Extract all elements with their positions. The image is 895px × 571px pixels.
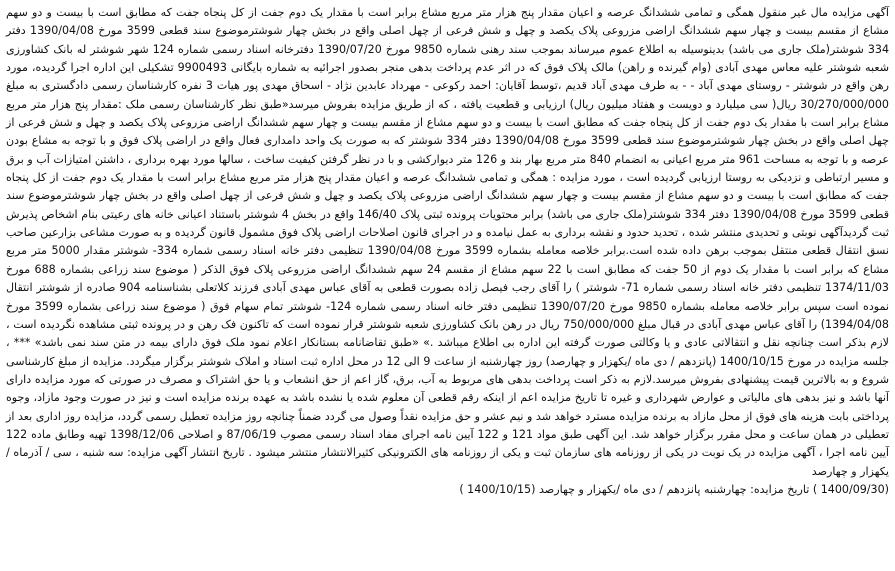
- notice-footer-line: (1400/09/30 ) تاریخ مزایده: چهارشنبه پانزدهم / دی ماه /یکهزار و چهارصد (1400/10/15 ): [459, 482, 889, 496]
- notice-body: آگهی مزایده مال غیر منقول همگی و تمامی ششدانگ عرصه و اعیان مقدار پنج هزار متر مربع مشاع برابر است با مقدار یک دوم جفت از کل پنجاه جفت که مطابق است با بیست و دو سهم مشاع از مقسم بیست و چهار سهم ششدانگ اراضی مزروعی پلاک یکصد و چهل و شش فرعی از چهل اصلی واقع در بخش چهار شوشترموضوع سند قطعی 3599 مورخ 1390/04/08 دفتر 334 شوشتر(ملک جاری می باشد) بدینوسیله به اطلاع عموم میرساند بموجب سند رهنی شماره 9850 مورخ 1390/07/20 دفترخانه اسناد رسمی شماره 124 شهر شوشتر له بانک کشاورزی شعبه شوشتر علیه معاس مهدی آبادی (وام گیرنده و راهن) مالک پلاک فوق که در اثر عدم پرداخت بدهی منجر بصدور اجرائیه به شماره بایگانی 9900493 تشکیلی این اداره اجرا گردیده، مورد رهن واقع در شوشتر - روستای مهدی آباد - - به طرف مهدی آباد قدیم ،توسط آقایان: احمد رکوعی - مهرداد عابدین نژاد - اسحاق مهدی پور هیات 3 نفره کارشناسان رسمی دادگستری به مبلغ 30/270/000/000 ریال( سی میلیارد و دویست و هفتاد میلیون ریال) ارزیابی و قطعیت یافته ، که از طریق مزایده بفروش میرسد«طبق نظر کارشناسان رسمی ملک :مقدار پنج هزار متر مربع مشاع برابر است با مقدار یک دوم جفت از کل پنجاه جفت که مطابق است با بیست و دو سهم مشاع از مقسم بیست و چهار سهم ششدانگ اراضی مزروعی پلاک یکصد و چهل و شش فرعی از چهل اصلی واقع در بخش چهار شوشترموضوع سند قطعی 3599 مورخ 1390/04/08 دفتر 334 شوشتر که به صورت یک واحد دامداری فعال واقع در اراضی پلاک فوق و با توجه به مشاع بودن عرصه و با توجه به مساحت 961 متر مربع اعیانی به انضمام 840 متر مربع بهار بند و 126 متر دیوارکشی و با در نظر گرفتن کیفیت ساخت ، سالها مورد بهره برداری ، داشتن امتیازات آب و برق و مسیر ارتباطی و نزدیکی به روستا ارزیابی گردیده است ، مورد مزایده : همگی و تمامی ششدانگ عرصه و اعیان مقدار پنج هزار متر مربع مشاع برابر است با مقدار یک دوم جفت از کل پنجاه جفت که مطابق است با بیست و دو سهم مشاع از مقسم بیست و چهار سهم ششدانگ اراضی مزروعی پلاک یکصد و چهل و شش فرعی از چهل اصلی واقع در بخش چهار شوشترموضوع سند قطعی 3599 مورخ 1390/04/08 دفتر 334 شوشتر(ملک جاری می باشد) برابر محتویات پرونده ثبتی پلاک 146/40 واقع در بخش 4 شوشتر باستناد اعیانی خانه های رعیتی بنام اشخاص پذیرش ثبت گردیدآگهی نوبتی و تحدیدی منتشر شده ، تحدید حدود و نقشه برداری به عمل نیامده و در اجرای قانون اصلاحات اراضی پلاک فوق مشمول قانون گردیده و به صورت مشاعی بزارعین صاحب نسق انتقال قطعی منتقل بموجب برهن داده شده است.برابر خلاصه معامله بشماره 3599 مورخ 1390/04/08 تنظیمی دفتر خانه اسناد رسمی شماره 334- شوشتر مقدار 5000 متر مربع مشاع که برابر است با مقدار یک دوم از 50 جفت که مطابق است با 22 سهم مشاع از مقسم 24 سهم ششدانگ اراضی مزروعی پلاک فوق الذکر ( موضوع سند زراعی بشماره 688 مورخ 1374/11/03 تنظیمی دفتر خانه اسناد رسمی شماره 71- شوشتر ) را آقای رجب فیصل زاده بصورت قطعی به آقای عباس مهدی آبادی فرزند کلاتعلی بشناسنامه 904 صادره از شوشتر انتقال نموده است سپس برابر خلاصه معامله بشماره 9850 مورخ 1390/07/20 تنظیمی دفتر خانه اسناد رسمی شماره 124- شوشتر تمام سهام فوق ( موضوع سند زراعی بشماره 3599 مورخ 1394/04/08) را آقای عباس مهدی آبادی در قبال مبلغ 750/000/000 ریال در رهن بانک کشاورزی شعبه شوشتر قرار نموده است که تاکنون فک رهن و در پرونده ثبتی مشاهده نگردیده است ، لازم بذکر است چنانچه نقل و انتقالاتی عادی و یا وکالتی صورت گرفته این اداره بی اطلاع میباشد .» «طبق تقاضانامه بستانکار اعلام نمود ملک فوق دارای بیمه در متن سند نمی باشد» *** ، جلسه مزایده در مورخ 1400/10/15 (پانزدهم / دی ماه /یکهزار و چهارصد) روز چهارشنبه از ساعت 9 الی 12 در محل اداره ثبت اسناد و املاک شوشتر برگزار میگردد. مزایده از مبلغ کارشناسی شروع و به بالاترین قیمت پیشنهادی بفروش میرسد.لازم به ذکر است پرداخت بدهی های مربوط به آب، برق، گاز اعم از حق انشعاب و یا حق اشتراک و مصرف در صورتی که مورد مزایده دارای آنها باشد و نیز بدهی های مالیاتی و عوارض شهرداری و غیره تا تاریخ مزایده اعم از اینکه رقم قطعی آن معلوم شده یا نشده باشد به عهده برنده مزایده است و نیز در صورت وجود مازاد، وجوه پرداختی بابت هزینه های فوق از محل مازاد به برنده مزایده مسترد خواهد شد و نیم عشر و حق مزایده نقداً وصول می گردد ضمناً چنانچه روز مزایده تعطیل رسمی گردد، مزایده روز اداری بعد از تعطیلی در همان ساعت و محل مقرر برگزار خواهد شد. این آگهی طبق مواد 121 و 122 آیین نامه اجرای مفاد اسناد رسمی مصوب 87/06/19 و اصلاحی 1398/12/06 تهیه وطابق ماده 122 آیین نامه اجرا ، آگهی مزایده در یک نوبت در یکی از روزنامه های سازمان ثبت و یکی از روزنامه های الکترونیکی کثیرالانتشار منتشر میشود . تاریخ انتشار آگهی مزایده: سه شنبه ، سی / آذرماه / یکهزار و چهارصد: [6, 6, 890, 478]
